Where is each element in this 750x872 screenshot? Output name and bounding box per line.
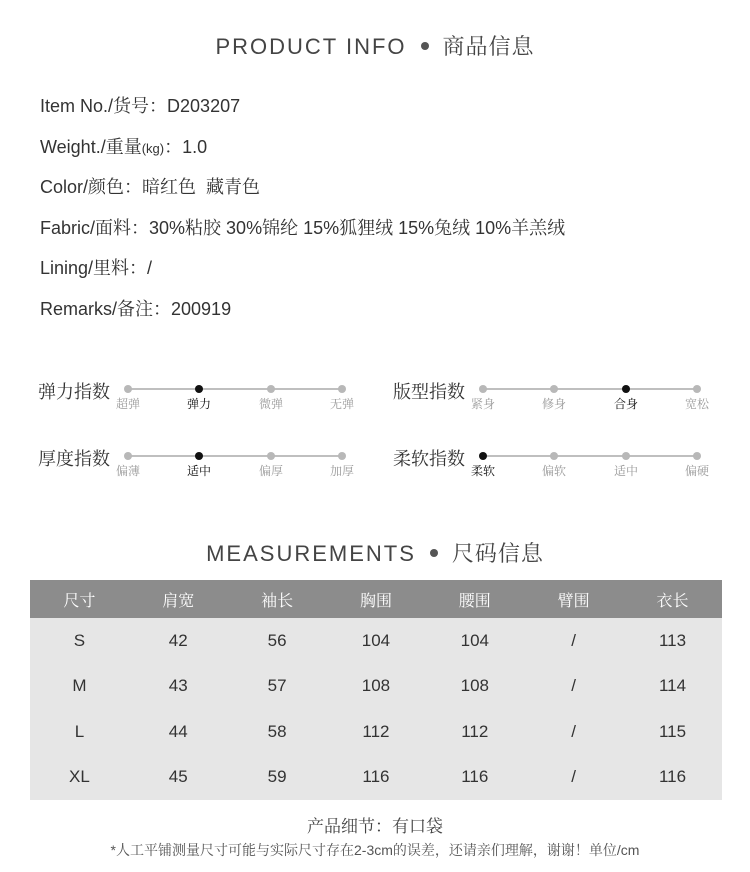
table-cell: 104 <box>425 618 524 664</box>
option-dot-icon <box>622 385 630 393</box>
table-row <box>30 664 722 710</box>
option-label: 合身 <box>613 397 638 411</box>
table-cell: / <box>524 664 623 710</box>
option-dot-icon <box>479 385 487 393</box>
detail-value: 有口袋 <box>392 817 443 836</box>
table-cell: 56 <box>228 618 327 664</box>
option-dot-icon <box>693 385 701 393</box>
option-label: 适中 <box>186 464 211 478</box>
header-cell: 袖长 <box>228 580 327 618</box>
bullet-dot-icon <box>430 549 438 557</box>
table-cell: 116 <box>425 755 524 801</box>
index-name: 版型指数 <box>393 382 465 402</box>
info-value: / <box>147 258 153 279</box>
table-cell: 45 <box>129 755 228 801</box>
option-dot-icon <box>195 452 203 460</box>
product-info-title-cn: 商品信息 <box>442 34 535 59</box>
table-cell: M <box>30 664 129 710</box>
option-label: 宽松 <box>684 397 709 411</box>
table-cell: 108 <box>327 664 426 710</box>
option-dot-icon <box>622 452 630 460</box>
table-cell: 116 <box>623 755 722 801</box>
table-cell: S <box>30 618 129 664</box>
index-scale-softness <box>393 445 713 485</box>
index-track <box>128 388 342 390</box>
table-cell: XL <box>30 755 129 801</box>
index-track <box>483 388 697 390</box>
table-cell: / <box>524 618 623 664</box>
info-label: Item No./货号： <box>40 96 168 116</box>
option-dot-icon <box>267 452 275 460</box>
info-label: Fabric/面料： <box>40 217 150 238</box>
info-label: Remarks/备注： <box>40 298 172 319</box>
option-dot-icon <box>195 385 203 393</box>
header-cell: 衣长 <box>623 580 722 618</box>
option-label: 适中 <box>613 464 638 478</box>
table-cell: 104 <box>327 618 426 664</box>
info-value: 200919 <box>171 298 232 319</box>
detail-label: 产品细节： <box>307 817 392 836</box>
info-separator: ： <box>164 136 183 157</box>
option-dot-icon <box>267 385 275 393</box>
index-track <box>483 455 697 457</box>
index-name: 弹力指数 <box>38 382 110 402</box>
info-row-remarks <box>40 295 565 336</box>
table-cell: 57 <box>228 664 327 710</box>
table-cell: 116 <box>327 755 426 801</box>
info-row-item-no <box>40 92 565 133</box>
measurements-title-cn: 尺码信息 <box>451 541 544 566</box>
table-cell: / <box>524 755 623 801</box>
table-cell: 59 <box>228 755 327 801</box>
header-cell: 尺寸 <box>30 580 129 618</box>
option-label: 偏软 <box>541 464 566 478</box>
product-detail <box>0 812 750 837</box>
product-info-list <box>40 92 565 336</box>
size-table-header <box>30 580 722 618</box>
option-label: 紧身 <box>470 397 495 411</box>
table-row <box>30 618 722 664</box>
option-dot-icon <box>338 452 346 460</box>
table-cell: 108 <box>425 664 524 710</box>
option-label: 超弹 <box>115 397 140 411</box>
info-label: Lining/里料： <box>40 258 148 279</box>
table-cell: 112 <box>425 709 524 755</box>
info-value: D203207 <box>167 96 241 116</box>
option-dot-icon <box>693 452 701 460</box>
option-dot-icon <box>550 385 558 393</box>
option-dot-icon <box>124 452 132 460</box>
header-cell: 臂围 <box>524 580 623 618</box>
option-dot-icon <box>338 385 346 393</box>
measurements-title-en: MEASUREMENTS <box>206 541 416 566</box>
option-label: 偏硬 <box>684 464 709 478</box>
index-track <box>128 455 342 457</box>
option-label: 偏薄 <box>115 464 140 478</box>
header-cell: 腰围 <box>425 580 524 618</box>
info-label: Weight./重量 <box>40 136 142 157</box>
option-label: 微弹 <box>258 397 283 411</box>
table-cell: 43 <box>129 664 228 710</box>
info-unit: (kg) <box>141 140 165 156</box>
table-row <box>30 709 722 755</box>
header-cell: 胸围 <box>327 580 426 618</box>
table-cell: 113 <box>623 618 722 664</box>
measurement-note: *人工平铺测量尺寸可能与实际尺寸存在2-3cm的误差，还请亲们理解，谢谢！单位/cm <box>110 842 640 858</box>
option-dot-icon <box>124 385 132 393</box>
info-row-fabric <box>40 214 565 255</box>
measurements-heading <box>0 537 750 568</box>
info-row-weight <box>40 133 565 174</box>
bullet-dot-icon <box>421 42 429 50</box>
option-label: 无弹 <box>329 397 354 411</box>
table-cell: 44 <box>129 709 228 755</box>
table-cell: 114 <box>623 664 722 710</box>
option-label: 柔软 <box>470 464 495 478</box>
table-cell: 58 <box>228 709 327 755</box>
info-row-lining <box>40 254 565 295</box>
table-row <box>30 755 722 801</box>
index-name: 厚度指数 <box>38 449 110 469</box>
info-value: 30%粘胶 30%锦纶 15%狐狸绒 15%兔绒 10%羊羔绒 <box>149 217 566 238</box>
product-info-heading <box>0 30 750 61</box>
info-value: 1.0 <box>182 136 208 157</box>
option-dot-icon <box>479 452 487 460</box>
option-dot-icon <box>550 452 558 460</box>
option-label: 修身 <box>541 397 566 411</box>
option-label: 加厚 <box>329 464 354 478</box>
index-name: 柔软指数 <box>393 449 465 469</box>
header-cell: 肩宽 <box>129 580 228 618</box>
index-scale-elasticity <box>38 378 358 418</box>
info-value: 暗红色 藏青色 <box>142 177 261 198</box>
table-cell: / <box>524 709 623 755</box>
info-row-color <box>40 173 565 214</box>
table-cell: 42 <box>129 618 228 664</box>
table-cell: L <box>30 709 129 755</box>
index-scale-thickness <box>38 445 358 485</box>
table-cell: 115 <box>623 709 722 755</box>
product-info-title-en: PRODUCT INFO <box>215 34 407 59</box>
table-cell: 112 <box>327 709 426 755</box>
option-label: 弹力 <box>186 397 211 411</box>
size-table <box>30 580 722 800</box>
index-scale-fit <box>393 378 713 418</box>
option-label: 偏厚 <box>258 464 283 478</box>
info-label: Color/颜色： <box>40 177 143 198</box>
